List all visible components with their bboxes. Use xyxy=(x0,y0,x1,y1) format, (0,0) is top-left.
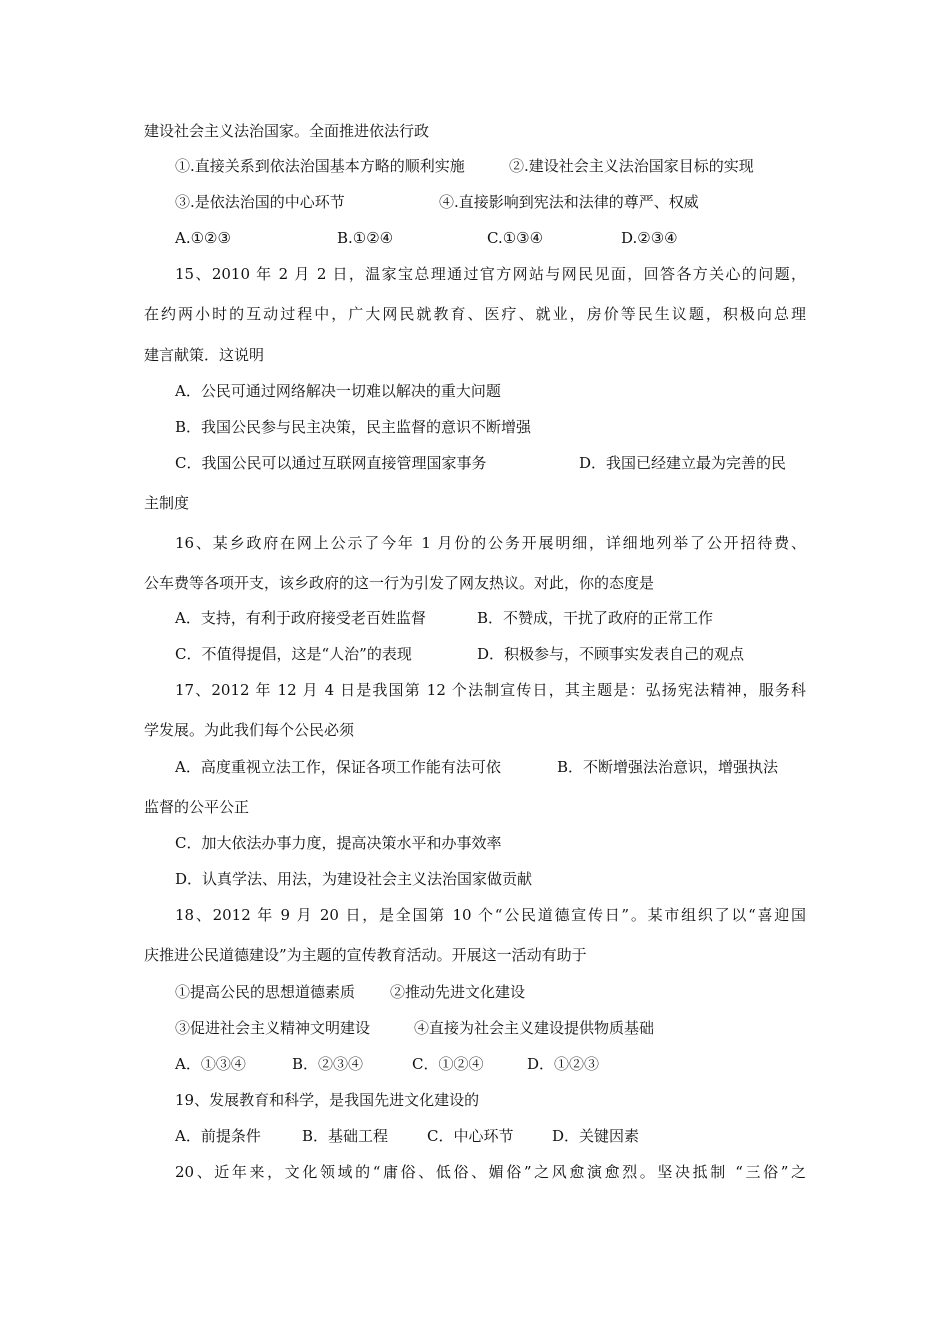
q17-stem-line-1: 17、2012 年 12 月 4 日是我国第 12 个法制宣传日，其主题是：弘扬宪法精神，服务科 xyxy=(175,681,806,699)
q20-stem-line-1: 20、近年来，文化领域的“庸俗、低俗、媚俗”之风愈演愈烈。坚决抵制 “三俗”之 xyxy=(175,1163,806,1181)
q16-choice-d: D．积极参与，不顾事实发表自己的观点 xyxy=(477,645,745,663)
q19-choice-a: A．前提条件 xyxy=(175,1127,261,1145)
q16-choices-ab-row xyxy=(175,608,806,628)
q18-option-1: ①提高公民的思想道德素质 xyxy=(175,983,356,1001)
q16-stem-line-2: 公车费等各项开支，该乡政府的这一行为引发了网友热议。对此，你的态度是 xyxy=(144,574,655,592)
q17-choice-b-continued: 监督的公平公正 xyxy=(144,798,250,816)
q17-choice-b: B．不断增强法治意识，增强执法 xyxy=(557,758,779,776)
q17-stem-line-2: 学发展。为此我们每个公民必须 xyxy=(144,721,355,739)
q17-choice-a: A．高度重视立法工作，保证各项工作能有法可依 xyxy=(175,758,501,776)
q15-choice-a: A．公民可通过网络解决一切难以解决的重大问题 xyxy=(175,382,501,400)
q16-choice-c: C．不值得提倡，这是“人治”的表现 xyxy=(175,645,412,663)
q14-option-2: ②.建设社会主义法治国家目标的实现 xyxy=(509,157,754,175)
q19-choice-d: D．关键因素 xyxy=(552,1127,640,1145)
q19-stem-line-1: 19、发展教育和科学，是我国先进文化建设的 xyxy=(175,1091,480,1109)
q18-choices-row xyxy=(175,1054,806,1074)
q16-choices-cd-row xyxy=(175,644,806,664)
q15-choice-c: C．我国公民可以通过互联网直接管理国家事务 xyxy=(175,454,487,472)
q17-choice-c: C．加大依法办事力度，提高决策水平和办事效率 xyxy=(175,834,502,852)
q14-option-1: ①.直接关系到依法治国基本方略的顺利实施 xyxy=(175,157,465,175)
q15-stem-line-1: 15、2010 年 2 月 2 日，温家宝总理通过官方网站与网民见面，回答各方关心的问题， xyxy=(175,265,806,283)
q18-stem-line-2: 庆推进公民道德建设”为主题的宣传教育活动。开展这一活动有助于 xyxy=(144,946,587,964)
q14-option-4: ④.直接影响到宪法和法律的尊严、权威 xyxy=(439,193,699,211)
q14-choice-c: C.①③④ xyxy=(487,229,544,247)
q18-option-4: ④直接为社会主义建设提供物质基础 xyxy=(414,1019,655,1037)
q15-stem-line-2: 在约两小时的互动过程中，广大网民就教育、医疗、就业，房价等民生议题，积极向总理 xyxy=(144,305,806,323)
q14-choice-d: D.②③④ xyxy=(621,229,678,247)
q14-choices-row xyxy=(175,228,806,248)
q16-choice-b: B．不赞成，干扰了政府的正常工作 xyxy=(477,609,714,627)
q15-choice-b: B．我国公民参与民主决策，民主监督的意识不断增强 xyxy=(175,418,532,436)
q18-choice-a: A．①③④ xyxy=(175,1055,246,1073)
q14-choice-a: A.①②③ xyxy=(175,229,231,247)
q19-choice-c: C．中心环节 xyxy=(427,1127,514,1145)
q15-stem-line-3: 建言献策．这说明 xyxy=(144,346,265,364)
q18-options-row-2 xyxy=(175,1018,806,1038)
q18-option-2: ②推动先进文化建设 xyxy=(390,983,526,1001)
q18-option-3: ③促进社会主义精神文明建设 xyxy=(175,1019,371,1037)
q19-choices-row xyxy=(175,1126,806,1146)
q19-choice-b: B．基础工程 xyxy=(302,1127,389,1145)
q14-option-3: ③.是依法治国的中心环节 xyxy=(175,193,345,211)
q17-choices-ab-row xyxy=(175,757,806,777)
q18-choice-d: D．①②③ xyxy=(527,1055,600,1073)
q15-choices-cd-row xyxy=(175,453,806,473)
q14-choice-b: B.①②④ xyxy=(337,229,394,247)
q18-choice-c: C．①②④ xyxy=(412,1055,484,1073)
q14-options-row-1 xyxy=(175,156,806,176)
q18-options-row-1 xyxy=(175,982,806,1002)
q16-stem-line-1: 16、某乡政府在网上公示了今年 1 月份的公务开展明细，详细地列举了公开招待费、 xyxy=(175,534,806,552)
q14-stem-tail: 建设社会主义法治国家。全面推进依法行政 xyxy=(144,122,430,140)
q16-choice-a: A．支持，有利于政府接受老百姓监督 xyxy=(175,609,426,627)
q18-stem-line-1: 18、2012 年 9 月 20 日，是全国第 10 个“公民道德宣传日”。某市组织了以“喜迎国 xyxy=(175,906,806,924)
q18-choice-b: B．②③④ xyxy=(292,1055,364,1073)
q15-choice-d: D．我国已经建立最为完善的民 xyxy=(579,454,787,472)
q14-options-row-2 xyxy=(175,192,806,212)
q15-choice-d-continued: 主制度 xyxy=(144,494,190,512)
q17-choice-d: D．认真学法、用法，为建设社会主义法治国家做贡献 xyxy=(175,870,533,888)
